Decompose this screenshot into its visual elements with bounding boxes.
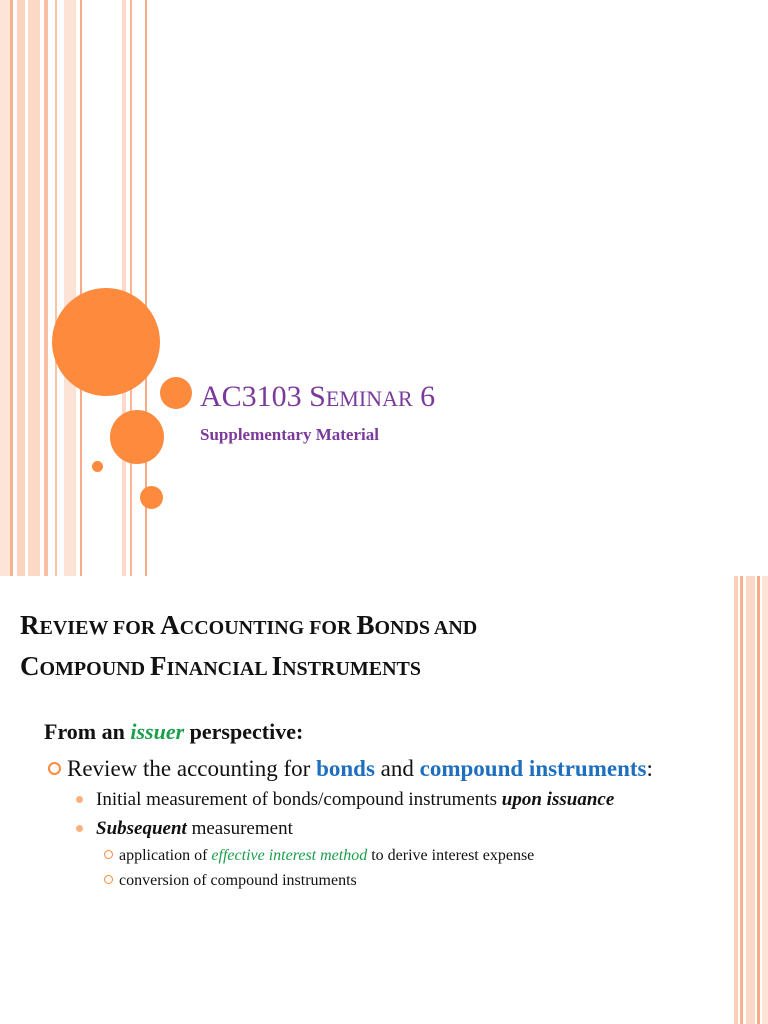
title-part: A (160, 610, 180, 640)
decorative-stripe (746, 576, 755, 1024)
slide-title (200, 380, 435, 414)
decorative-stripe (28, 0, 40, 576)
slide-title-number: 6 (412, 380, 436, 413)
dot-bullet-icon (76, 796, 83, 803)
decorative-circle (52, 288, 160, 396)
bullet-keyword: bonds (316, 756, 375, 781)
bullet-text: measurement (186, 818, 293, 839)
bullet-text: : (646, 756, 653, 781)
title-part: B (356, 610, 375, 640)
title-part: C (20, 651, 40, 681)
title-part: I (271, 651, 283, 681)
heading-emphasis: issuer (130, 719, 185, 744)
bullet-text: Initial measurement of bonds/compound instruments (96, 789, 502, 810)
decorative-stripe (762, 576, 768, 1024)
bullet-emphasis: Subsequent (96, 818, 187, 839)
bullet-level2 (76, 818, 293, 840)
decorative-stripe (740, 576, 743, 1024)
decorative-stripe (734, 576, 738, 1024)
bullet-text: application of (119, 847, 212, 864)
decorative-circle (110, 410, 164, 464)
bullet-text: Review the accounting for (67, 756, 317, 781)
section-heading (44, 719, 303, 745)
slide-title-text: AC3103 S (200, 380, 326, 413)
title-part: EVIEW FOR (39, 617, 161, 639)
title-part: CCOUNTING FOR (179, 617, 357, 639)
decorative-circle (160, 377, 192, 409)
bullet-level1 (48, 756, 653, 782)
decorative-stripe (122, 0, 126, 576)
decorative-circle (92, 461, 103, 472)
content-slide-title (20, 606, 720, 688)
title-part: F (150, 651, 167, 681)
decorative-stripe (757, 576, 760, 1024)
ring-bullet-icon (104, 875, 113, 884)
decorative-stripe (17, 0, 25, 576)
bullet-keyword: compound instruments (419, 756, 647, 781)
ring-bullet-icon (104, 850, 113, 859)
decorative-circle (140, 486, 163, 509)
bullet-level2 (76, 789, 614, 811)
slide-title-smallcaps: EMINAR (325, 386, 413, 411)
bullet-text: conversion of compound instruments (119, 872, 357, 889)
title-part: NSTRUMENTS (282, 658, 422, 680)
decorative-stripe (10, 0, 13, 576)
bullet-emphasis: upon issuance (501, 789, 615, 810)
bullet-text: to derive interest expense (367, 847, 535, 864)
heading-text: From an (44, 719, 131, 744)
title-part: INANCIAL (166, 658, 272, 680)
bullet-text: and (374, 756, 420, 781)
decorative-stripe (80, 0, 82, 576)
title-part: ONDS AND (374, 617, 478, 639)
title-part: OMPOUND (39, 658, 151, 680)
title-part: R (20, 610, 40, 640)
ring-bullet-icon (48, 762, 61, 775)
decorative-stripe (44, 0, 48, 576)
decorative-stripe (64, 0, 76, 576)
slide-subtitle: Supplementary Material (200, 425, 379, 444)
bullet-level3 (104, 872, 357, 890)
heading-text: perspective: (184, 719, 304, 744)
bullet-emphasis: effective interest method (211, 847, 368, 864)
decorative-stripe (0, 0, 10, 576)
dot-bullet-icon (76, 825, 83, 832)
decorative-stripe (130, 0, 132, 576)
bullet-level3 (104, 847, 534, 865)
content-slide (0, 576, 768, 1024)
decorative-stripe (55, 0, 57, 576)
